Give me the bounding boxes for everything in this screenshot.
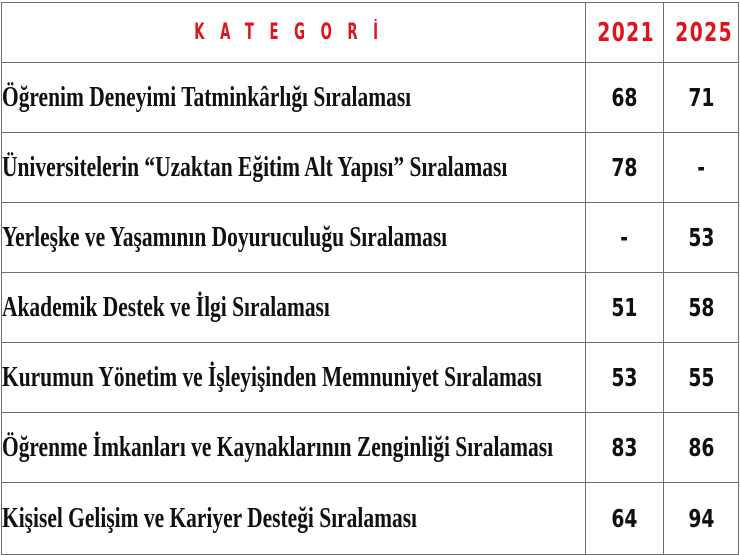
category-cell bbox=[2, 483, 586, 555]
category-cell bbox=[2, 273, 586, 343]
value-2025: 86 bbox=[687, 433, 715, 462]
value-2025-cell bbox=[664, 413, 739, 483]
year-2021-label: 2021 bbox=[597, 17, 656, 48]
category-label: Akademik Destek ve İlgi Sıralaması bbox=[2, 291, 330, 323]
year-2025-label: 2025 bbox=[675, 17, 734, 48]
value-2021-cell bbox=[586, 273, 664, 343]
value-2021: 78 bbox=[611, 153, 638, 182]
value-2025: 55 bbox=[687, 363, 715, 392]
category-label: Öğrenme İmkanları ve Kaynaklarının Zenginliği Sıralaması bbox=[2, 431, 554, 463]
category-label: Kurumun Yönetim ve İşleyişinden Memnuniyet Sıralaması bbox=[2, 361, 542, 393]
year-2021-column-header bbox=[586, 3, 664, 63]
category-cell bbox=[2, 133, 586, 203]
category-label: Öğrenim Deneyimi Tatminkârlığı Sıralaması bbox=[2, 81, 412, 113]
table-row bbox=[2, 133, 739, 203]
value-2025-cell bbox=[664, 63, 739, 133]
value-2021-cell bbox=[586, 203, 664, 273]
value-2025: 94 bbox=[687, 504, 715, 533]
value-2025-cell bbox=[664, 203, 739, 273]
value-2025-cell bbox=[664, 343, 739, 413]
value-2021-cell bbox=[586, 343, 664, 413]
value-2021-cell bbox=[586, 413, 664, 483]
value-2021-cell bbox=[586, 133, 664, 203]
table-row bbox=[2, 343, 739, 413]
value-2025-cell bbox=[664, 273, 739, 343]
category-label: Kişisel Gelişim ve Kariyer Desteği Sıralaması bbox=[2, 502, 418, 534]
table-row bbox=[2, 273, 739, 343]
value-2025-cell bbox=[664, 133, 739, 203]
value-2021-cell bbox=[586, 483, 664, 555]
category-cell bbox=[2, 343, 586, 413]
category-cell bbox=[2, 203, 586, 273]
value-2025: 53 bbox=[687, 223, 715, 252]
table-row bbox=[2, 203, 739, 273]
value-2025: 71 bbox=[687, 83, 715, 112]
table-row bbox=[2, 413, 739, 483]
category-cell bbox=[2, 63, 586, 133]
category-label: Üniversitelerin “Uzaktan Eğitim Alt Yapısı” Sıralaması bbox=[2, 151, 508, 183]
value-2021: - bbox=[620, 223, 629, 252]
value-2021: 68 bbox=[611, 83, 638, 112]
value-2021: 83 bbox=[611, 433, 638, 462]
category-column-header: KATEGORİ bbox=[118, 3, 468, 63]
value-2021-cell bbox=[586, 63, 664, 133]
year-2025-column-header bbox=[664, 3, 739, 63]
value-2021: 53 bbox=[611, 363, 638, 392]
value-2021: 64 bbox=[611, 504, 638, 533]
table-header-row bbox=[2, 3, 739, 63]
table-row bbox=[2, 483, 739, 555]
table-row bbox=[2, 63, 739, 133]
value-2025: 58 bbox=[687, 293, 715, 322]
ranking-table bbox=[1, 2, 739, 555]
value-2021: 51 bbox=[611, 293, 638, 322]
value-2025-cell bbox=[664, 483, 739, 555]
value-2025: - bbox=[697, 153, 705, 182]
category-label: Yerleşke ve Yaşamının Doyuruculuğu Sıralaması bbox=[2, 221, 448, 253]
category-cell bbox=[2, 413, 586, 483]
